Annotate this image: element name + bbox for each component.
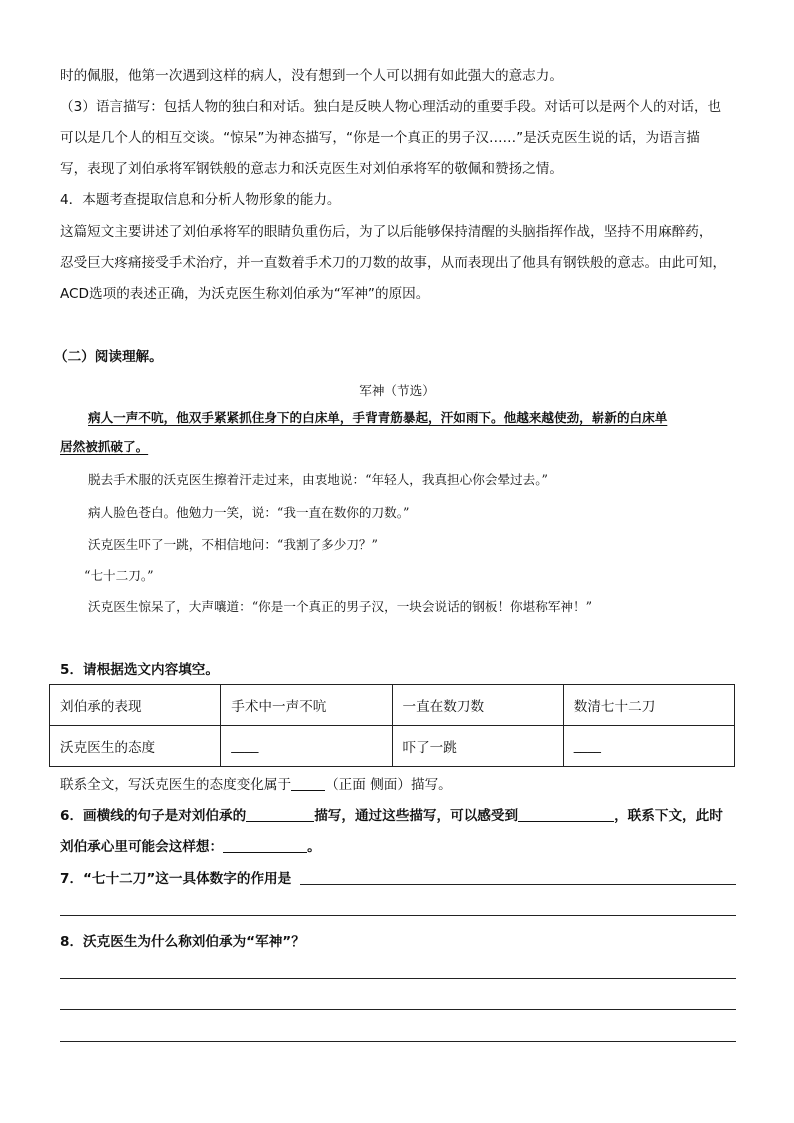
answer-rule[interactable]: [60, 1041, 736, 1042]
question-6-text-a: 6．画横线的句子是对刘伯承的: [60, 808, 247, 824]
section-heading: （二）阅读理解。: [54, 349, 163, 365]
question-7: 7．“七十二刀”这一具体数字的作用是: [60, 871, 292, 887]
question-6: [60, 806, 740, 826]
answer-rule[interactable]: [60, 1009, 736, 1010]
table-cell: 手术中一声不吭: [221, 685, 392, 726]
table-cell: 数清七十二刀: [563, 685, 734, 726]
underlined-sentence-line-2: 居然被抓破了。: [60, 439, 149, 454]
passage-paragraph-2: 脱去手术服的沃克医生擦着汗走过来，由衷地说：“年轻人，我真担心你会晕过去。”: [88, 472, 548, 487]
table-cell-blank[interactable]: ____: [563, 726, 734, 767]
answer-blank[interactable]: [518, 807, 614, 822]
passage-paragraph-4: 沃克医生吓了一跳，不相信地问：“我割了多少刀？”: [88, 537, 378, 552]
table-row: [50, 685, 735, 726]
passage-paragraph-3: 病人脸色苍白。他勉力一笑，说：“我一直在数你的刀数。”: [88, 505, 410, 520]
question-5-followup-text-b: （正面 侧面）描写。: [325, 777, 452, 793]
answer-table: [49, 684, 735, 767]
question-5: 5．请根据选文内容填空。: [60, 662, 219, 678]
answer-blank[interactable]: [246, 807, 314, 822]
answer-rule[interactable]: [300, 884, 736, 885]
table-cell: 一直在数刀数: [392, 685, 563, 726]
table-cell: 刘伯承的表现: [50, 685, 221, 726]
answer-line-6: 这篇短文主要讲述了刘伯承将军的眼睛负重伤后，为了以后能够保持清醒的头脑指挥作战，坚持不用麻醉药，: [60, 224, 713, 240]
answer-blank[interactable]: [223, 838, 307, 853]
question-6-text-c: ，联系下文，此时: [614, 808, 723, 824]
question-5-followup: [60, 775, 740, 795]
answer-line-8: ACD选项的表述正确，为沃克医生称刘伯承为“军神”的原因。: [60, 286, 430, 302]
question-6-line-2: [60, 837, 740, 857]
question-6-text-d: 刘伯承心里可能会这样想：: [60, 839, 224, 855]
question-6-text-e: 。: [307, 839, 321, 855]
answer-rule[interactable]: [60, 915, 736, 916]
question-8: 8．沃克医生为什么称刘伯承为“军神”？: [60, 934, 305, 950]
answer-line-7: 忍受巨大疼痛接受手术治疗，并一直数着手术刀的刀数的故事，从而表现出了他具有钢铁般的意志。由此可知，: [60, 255, 727, 271]
passage-paragraph-6: 沃克医生惊呆了，大声嚷道：“你是一个真正的男子汉，一块会说话的钢板！你堪称军神！”: [88, 599, 593, 614]
answer-rule[interactable]: [60, 978, 736, 979]
table-cell: 吓了一跳: [392, 726, 563, 767]
question-5-followup-text-a: 联系全文，写沃克医生的态度变化属于: [60, 777, 292, 793]
underlined-sentence-line-1: 病人一声不吭，他双手紧紧抓住身下的白床单，手背青筋暴起，汗如雨下。他越来越使劲，崭新的白床单: [88, 410, 668, 425]
table-cell-blank[interactable]: ____: [221, 726, 392, 767]
answer-line-5: 4．本题考查提取信息和分析人物形象的能力。: [60, 192, 341, 208]
answer-line-3: 可以是几个人的相互交谈。“惊呆”为神态描写，“你是一个真正的男子汉……”是沃克医生说的话，为语言描: [60, 130, 700, 146]
answer-blank[interactable]: [291, 776, 325, 791]
answer-line-2: （3）语言描写：包括人物的独白和对话。独白是反映人物心理活动的重要手段。对话可以是两个人的对话，也: [60, 99, 722, 115]
answer-line-4: 写，表现了刘伯承将军钢铁般的意志力和沃克医生对刘伯承将军的敬佩和赞扬之情。: [60, 161, 563, 177]
question-6-text-b: 描写，通过这些描写，可以感受到: [314, 808, 519, 824]
passage-paragraph-5: “七十二刀。”: [84, 568, 154, 583]
table-cell: 沃克医生的态度: [50, 726, 221, 767]
table-row: [50, 726, 735, 767]
answer-line-1: 时的佩服，他第一次遇到这样的病人，没有想到一个人可以拥有如此强大的意志力。: [60, 68, 563, 84]
passage-title: 军神（节选）: [359, 383, 435, 398]
